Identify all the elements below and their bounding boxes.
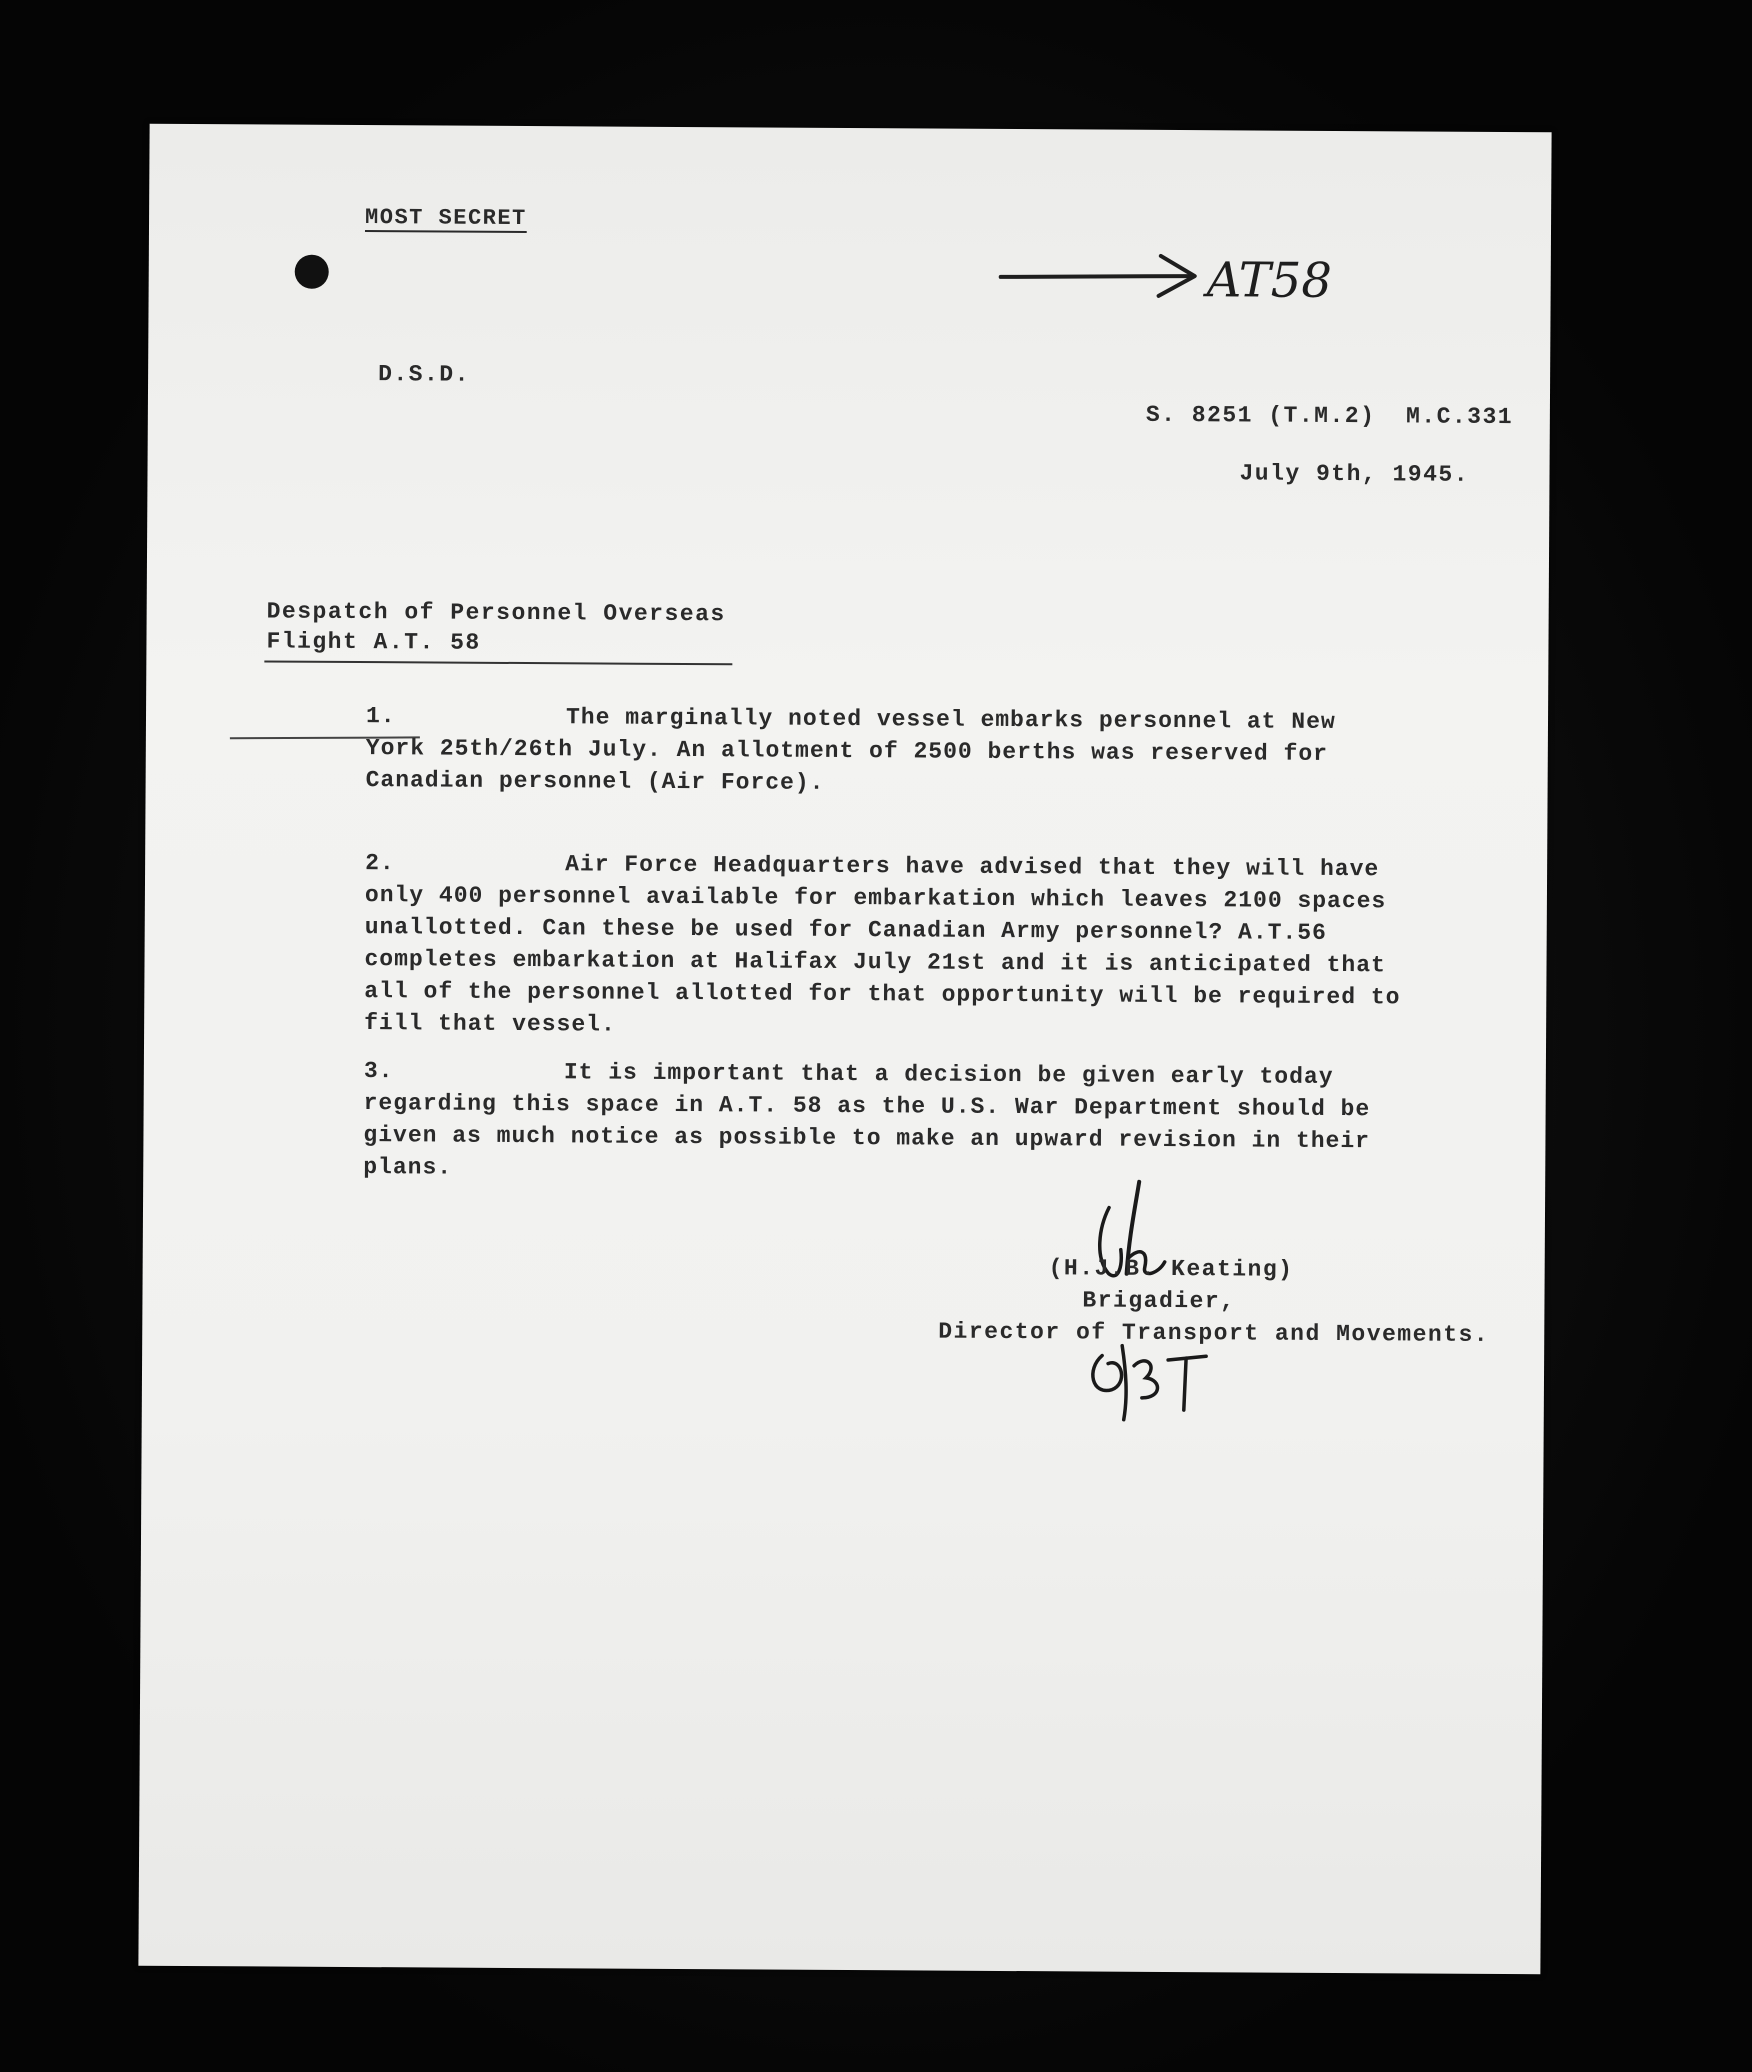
paragraph-number: 2. (365, 850, 395, 877)
addressee: D.S.D. (378, 361, 471, 388)
signatory-name: (H.J.B. Keating) (1048, 1255, 1294, 1283)
paragraph-text: It is important that a decision be given early today regarding this space in A.T. 58 as the U.S. War Department should be given as much notice as possible to make an upward revision in their plans. (363, 1059, 1371, 1181)
subject-line-1: Despatch of Personnel Overseas (266, 598, 726, 628)
paragraph-text: The marginally noted vessel embarks personnel at New York 25th/26th July. An allotment of 2500 berths was reserved for Canadian personnel (Air Force). (365, 704, 1336, 796)
classification-marking: MOST SECRET (364, 205, 527, 232)
punch-hole (295, 255, 329, 289)
subject-underline (264, 660, 732, 665)
signatory-rank: Brigadier, (1082, 1287, 1236, 1315)
handwritten-initials (1082, 1335, 1233, 1426)
document-date: July 9th, 1945. (1239, 460, 1470, 488)
paragraph-1 (366, 700, 1407, 802)
signatory-title: Director of Transport and Movements. (938, 1318, 1490, 1348)
paragraph-2 (364, 847, 1405, 1045)
handwritten-annotation (994, 231, 1333, 323)
paragraph-text: Air Force Headquarters have advised that they will have only 400 personnel available for embarkation which leaves 2100 spaces unallotted. Can these be used for Canadian Army personnel? A.T.56 completes embarkation at Halifax July 21st and it is anticipated that all of the personnel allotted for that opportunity will be required to fill that vessel. (364, 851, 1401, 1038)
paragraph-3 (363, 1055, 1404, 1189)
paragraph-number: 1. (365, 703, 396, 730)
reference-number: S. 8251 (T.M.2) M.C.331 (1145, 401, 1514, 431)
subject-line-2: Flight A.T. 58 (266, 628, 481, 656)
document-page (138, 124, 1551, 1975)
annotation-text: AT58 (1206, 252, 1333, 309)
paragraph-number: 3. (363, 1058, 394, 1085)
